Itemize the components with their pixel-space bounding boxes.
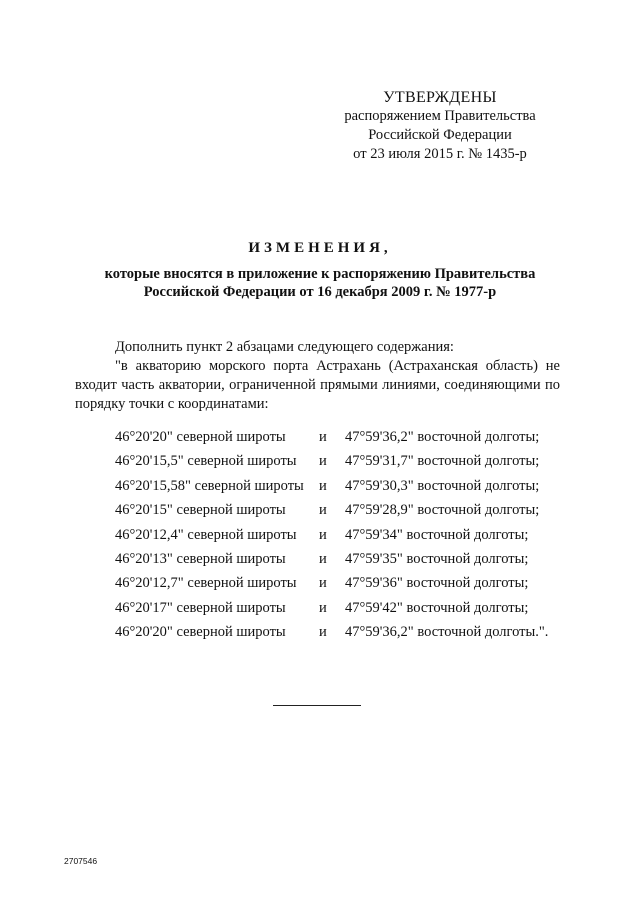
conjunction: и [319,526,327,543]
latitude: 46°20'12,7" северной широты [115,575,297,592]
closing-divider [273,705,361,706]
coordinate-row [115,502,575,526]
coordinate-row [115,478,575,502]
conjunction: и [319,599,327,616]
coordinate-row [115,575,575,599]
coordinate-row [115,527,575,551]
heading-subtitle-line: которые вносятся в приложение к распоряжению Правительства [104,266,536,282]
conjunction: и [319,550,327,567]
longitude: 47°59'36" восточной долготы; [345,575,529,592]
paragraph-description: "в акваторию морского порта Астрахань (Астраханская область) не входит часть акватории, ограниченной прямыми линиями, соединяющими по порядку точки с координатами: [75,358,560,412]
longitude: 47°59'42" восточной долготы; [345,599,529,616]
latitude: 46°20'13" северной широты [115,550,286,567]
latitude: 46°20'12,4" северной широты [115,526,297,543]
longitude: 47°59'30,3" восточной долготы; [345,477,540,494]
paragraph-intro: Дополнить пункт 2 абзацами следующего содержания: [115,339,454,355]
conjunction: и [319,502,327,519]
longitude: 47°59'34" восточной долготы; [345,526,529,543]
latitude: 46°20'20" северной широты [115,624,286,641]
longitude: 47°59'28,9" восточной долготы; [345,502,540,519]
coordinates-list [115,429,575,649]
conjunction: и [319,575,327,592]
coordinate-row [115,453,575,477]
approval-line: Российской Федерации [368,127,512,143]
conjunction: и [319,429,327,445]
latitude: 46°20'15" северной широты [115,502,286,519]
approval-block [320,88,560,164]
latitude: 46°20'20" северной широты [115,429,286,445]
approval-date-line: от 23 июля 2015 г. № 1435-р [353,146,527,162]
approval-title: УТВЕРЖДЕНЫ [383,89,497,106]
document-number: 2707546 [64,856,98,866]
conjunction: и [319,624,327,641]
latitude: 46°20'15,58" северной широты [115,477,304,494]
body-text [75,338,560,414]
longitude: 47°59'31,7" восточной долготы; [345,453,540,470]
heading-subtitle [40,265,600,301]
conjunction: и [319,453,327,470]
latitude: 46°20'17" северной широты [115,599,286,616]
heading-subtitle-line: Российской Федерации от 16 декабря 2009 г. № 1977-р [143,284,497,300]
heading-title: ИЗМЕНЕНИЯ, [248,240,392,256]
coordinate-row [115,551,575,575]
coordinate-row [115,600,575,624]
coordinate-row [115,429,575,453]
approval-line: распоряжением Правительства [344,108,536,124]
longitude: 47°59'36,2" восточной долготы.". [345,624,549,641]
document-heading [40,240,600,301]
coordinate-row [115,624,575,648]
longitude: 47°59'36,2" восточной долготы; [345,429,540,445]
longitude: 47°59'35" восточной долготы; [345,550,529,567]
conjunction: и [319,477,327,494]
latitude: 46°20'15,5" северной широты [115,453,297,470]
